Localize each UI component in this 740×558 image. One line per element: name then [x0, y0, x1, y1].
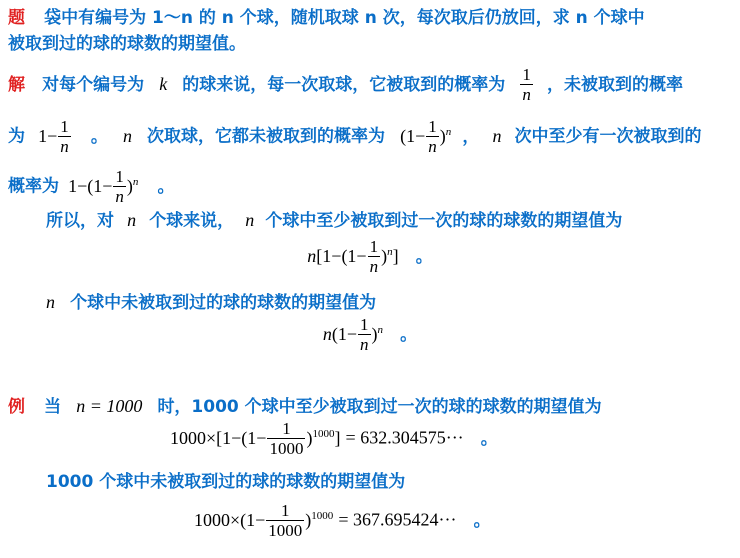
problem-label: 题 — [8, 8, 25, 28]
problem-line-1 — [8, 6, 645, 30]
fraction-1-over-n: $\frac{1}{n}$ — [522, 65, 531, 104]
solution-line-3: 概率为 1−(1− $\frac{1}{n}$ )$^n$ 。 — [8, 167, 175, 206]
problem-line-2 — [8, 32, 246, 56]
example-label: 例 — [8, 397, 25, 417]
problem-text-1: 袋中有编号为 1～n 的 n 个球，随机取球 n 次，每次取后仍放回，求 n 个球中 — [44, 8, 645, 28]
solution-line-1: 解 对每个编号为 k 的球来说，每一次取球，它被取到的概率为 $\frac{1}{n}$ ，未被取到的概率 — [8, 65, 683, 104]
solution-line-2: 为 1− $\frac{1}{n}$ 。 n 次取球，它都未被取到的概率为 (1− $\frac{1}{n}$ )$^n$ ， n 次中至少有一次被取到的 — [8, 117, 702, 156]
formula-example-hit: 1000×[1−(1− $\frac{1}{1000}$ )$^{1000}$] = 632.304575··· 。 — [170, 419, 498, 458]
formula-power: (1− $\frac{1}{n}$ )$^n$ — [400, 117, 452, 156]
formula-example-miss: 1000×(1− $\frac{1}{1000}$ )$^{1000}$ = 367.695424··· 。 — [194, 501, 491, 540]
solution-label: 解 — [8, 75, 25, 95]
formula-1-minus-1-over-n: 1− $\frac{1}{n}$ — [38, 117, 69, 156]
example-line-1: 例 当 n = 1000 时，1000 个球中至少被取到过一次的球的球数的期望值为 — [8, 396, 602, 417]
formula-at-least-once: 1−(1− $\frac{1}{n}$ )$^n$ — [68, 167, 139, 206]
solution-line-5: n 个球中未被取到过的球的球数的期望值为 — [46, 292, 377, 313]
solution-line-4: 所以，对 n 个球来说， n 个球中至少被取到过一次的球的球数的期望值为 — [46, 210, 623, 231]
problem-text-2: 被取到过的球的球数的期望值。 — [8, 34, 246, 54]
example-line-2: 1000 个球中未被取到过的球的球数的期望值为 — [46, 472, 406, 492]
formula-expectation-hit: n[1−(1− $\frac{1}{n}$ )$^n$] 。 — [307, 237, 433, 276]
formula-expectation-miss: n(1− $\frac{1}{n}$ )$^n$ 。 — [322, 315, 418, 354]
